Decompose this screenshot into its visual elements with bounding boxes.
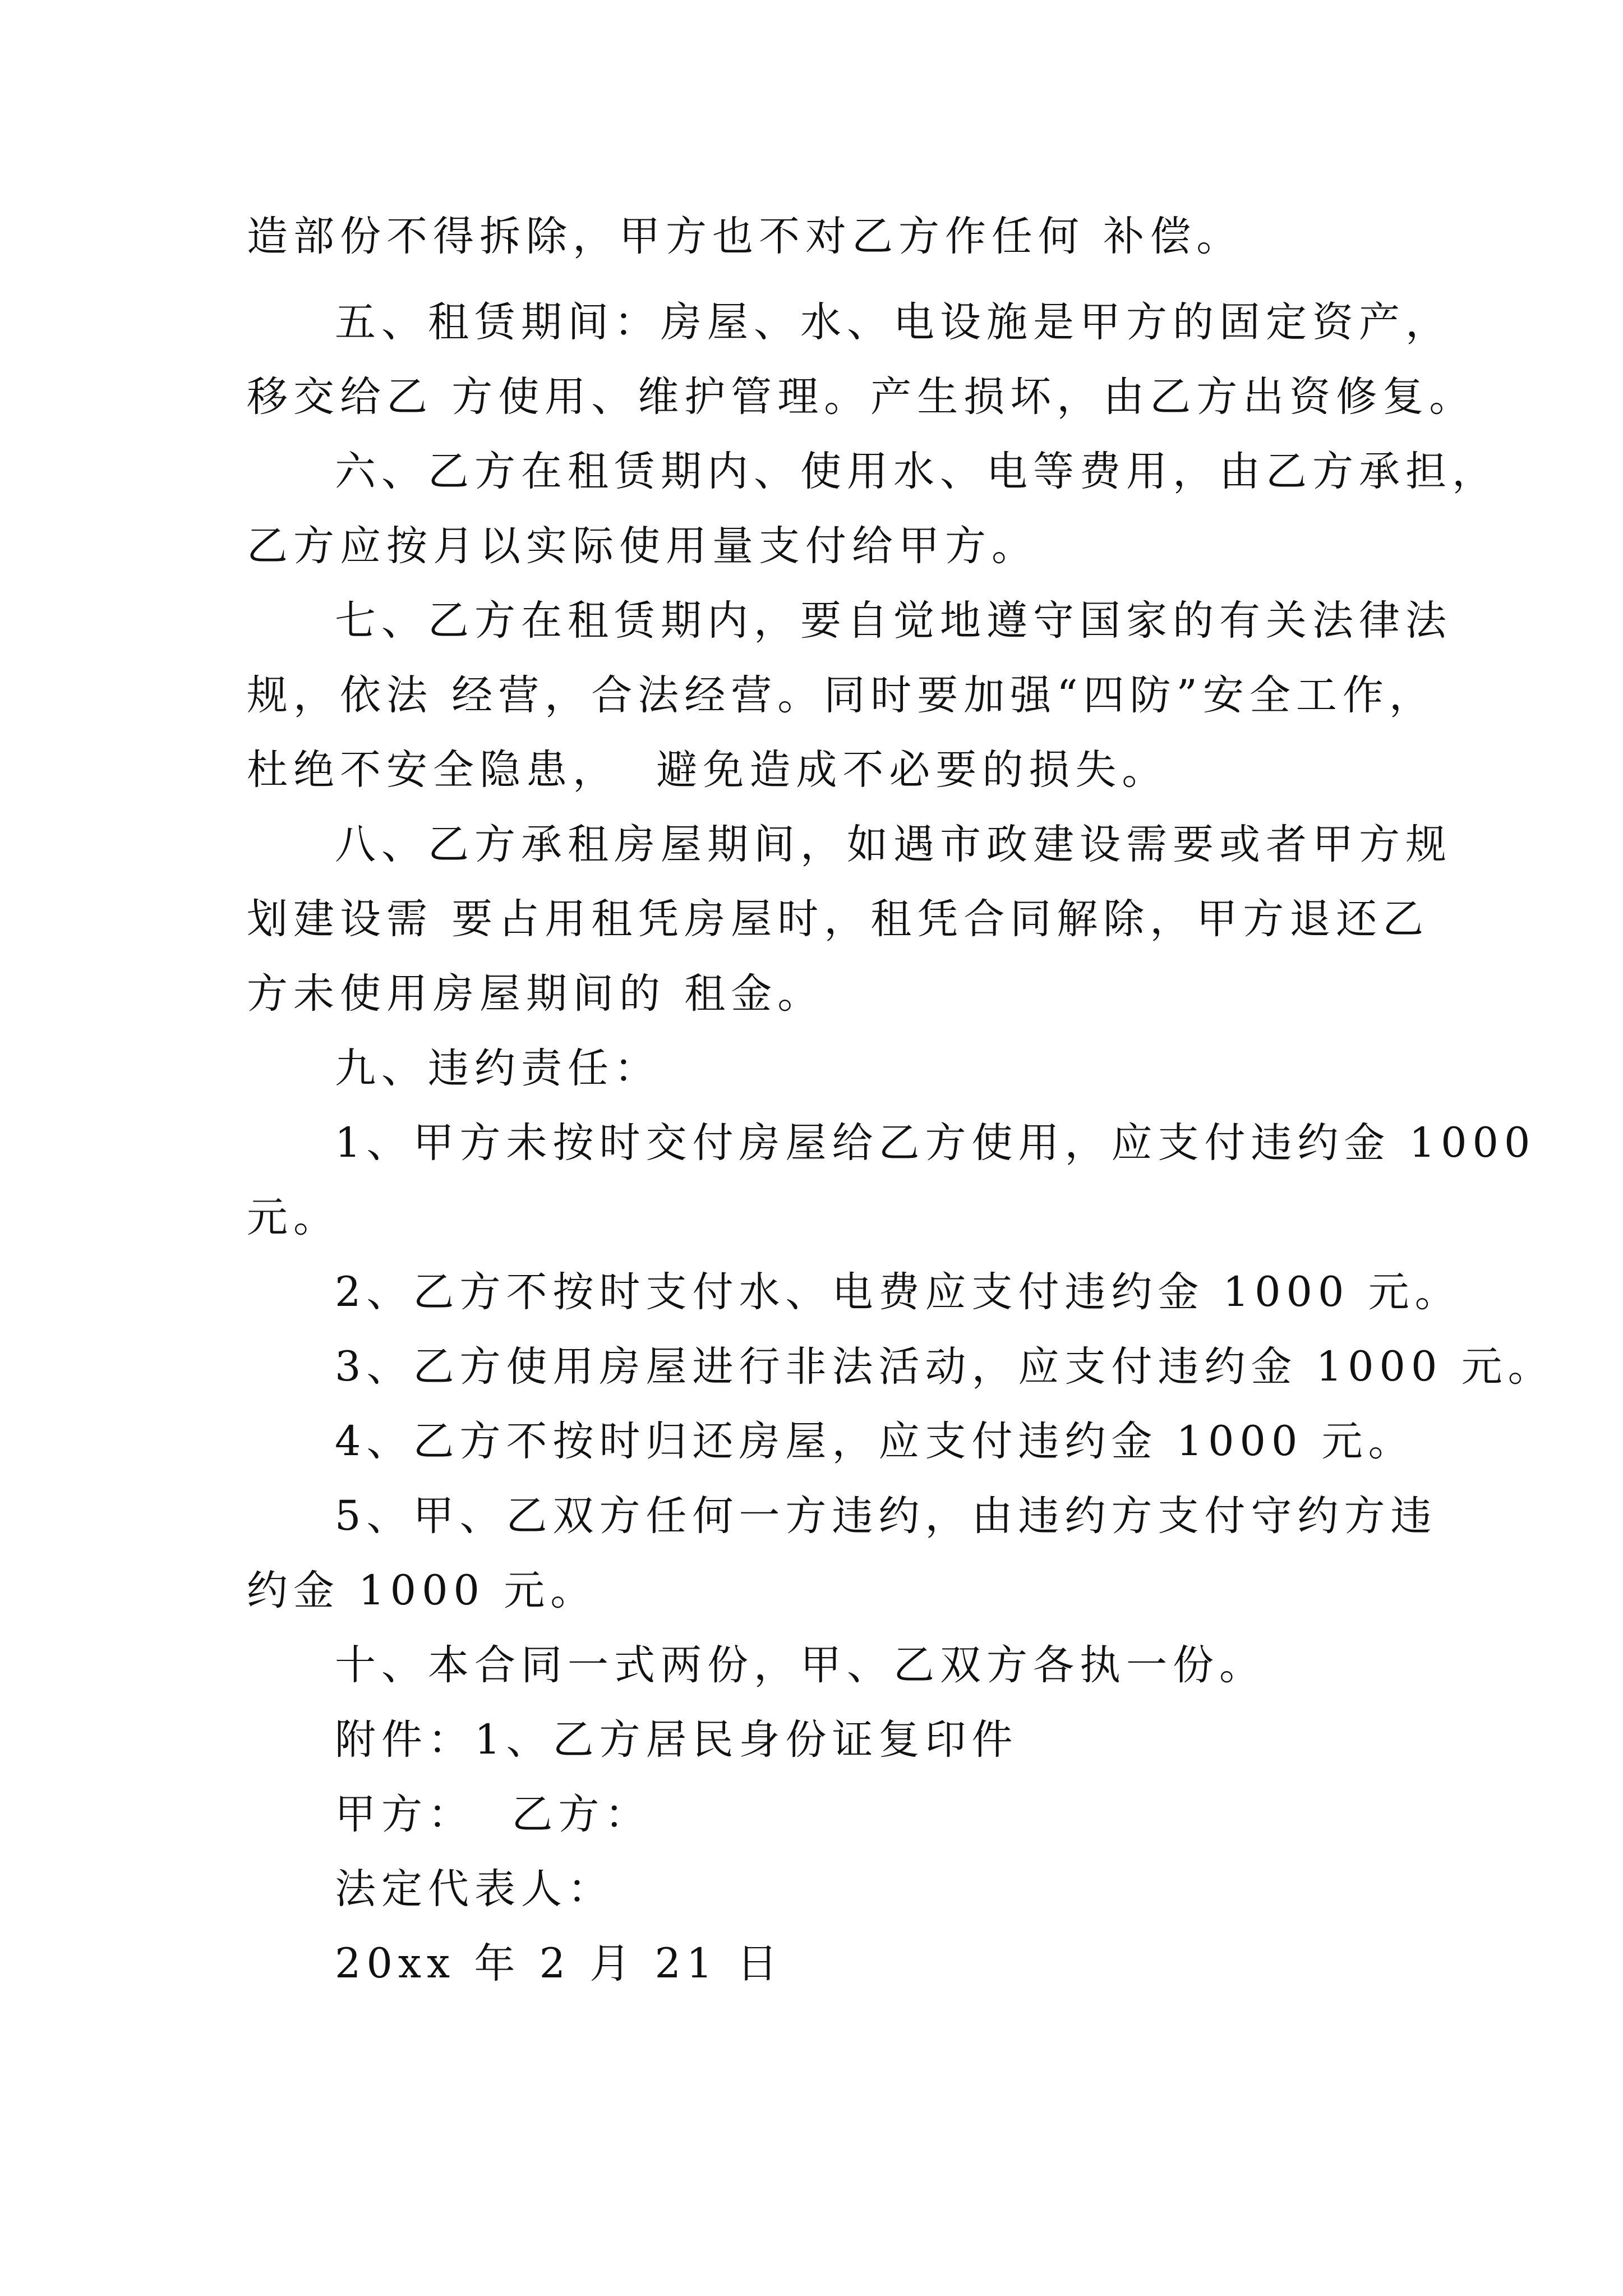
text-line: 划建设需 要占用租凭房屋时，租凭合同解除，甲方退还乙 [247, 895, 1430, 943]
text-line: 方未使用房屋期间的 租金。 [247, 970, 824, 1018]
legal-representative: 法定代表人： [335, 1865, 614, 1913]
text-line: 约金 1000 元。 [247, 1567, 597, 1614]
text-line: 规，依法 经营，合法经营。同时要加强“四防”安全工作， [247, 671, 1436, 719]
text-line: 八、乙方承租房屋期间，如遇市政建设需要或者甲方规 [335, 821, 1452, 868]
text-line: 六、乙方在租赁期内、使用水、电等费用，由乙方承担， [335, 448, 1498, 495]
text-line: 乙方应按月以实际使用量支付给甲方。 [247, 522, 1038, 570]
text-line: 造部份不得拆除，甲方也不对乙方作任何 补偿。 [247, 213, 1243, 260]
text-line: 1、甲方未按时交付房屋给乙方使用，应支付违约金 1000 [335, 1119, 1536, 1167]
text-line: 5、甲、乙双方任何一方违约，由违约方支付守约方违 [335, 1492, 1437, 1540]
contract-date: 20xx 年 2 月 21 日 [335, 1940, 783, 1987]
text-line: 十、本合同一式两份，甲、乙双方各执一份。 [335, 1641, 1266, 1689]
text-line: 3、乙方使用房屋进行非法活动，应支付违约金 1000 元。 [335, 1343, 1555, 1391]
text-line: 七、乙方在租赁期内，要自觉地遵守国家的有关法律法 [335, 597, 1452, 645]
text-line: 4、乙方不按时归还房屋，应支付违约金 1000 元。 [335, 1418, 1415, 1465]
section-heading: 九、违约责任： [335, 1045, 661, 1092]
signature-parties: 甲方： 乙方： [335, 1791, 652, 1838]
text-line: 元。 [247, 1194, 340, 1241]
text-line: 2、乙方不按时支付水、电费应支付违约金 1000 元。 [335, 1268, 1461, 1316]
text-line: 五、租赁期间：房屋、水、电设施是甲方的固定资产， [335, 298, 1452, 346]
attachment-line: 附件：1、乙方居民身份证复印件 [335, 1716, 1018, 1764]
text-line: 移交给乙 方使用、维护管理。产生损坏，由乙方出资修复。 [247, 373, 1476, 421]
text-line: 杜绝不安全隐患， 避免造成不必要的损失。 [247, 746, 1169, 794]
